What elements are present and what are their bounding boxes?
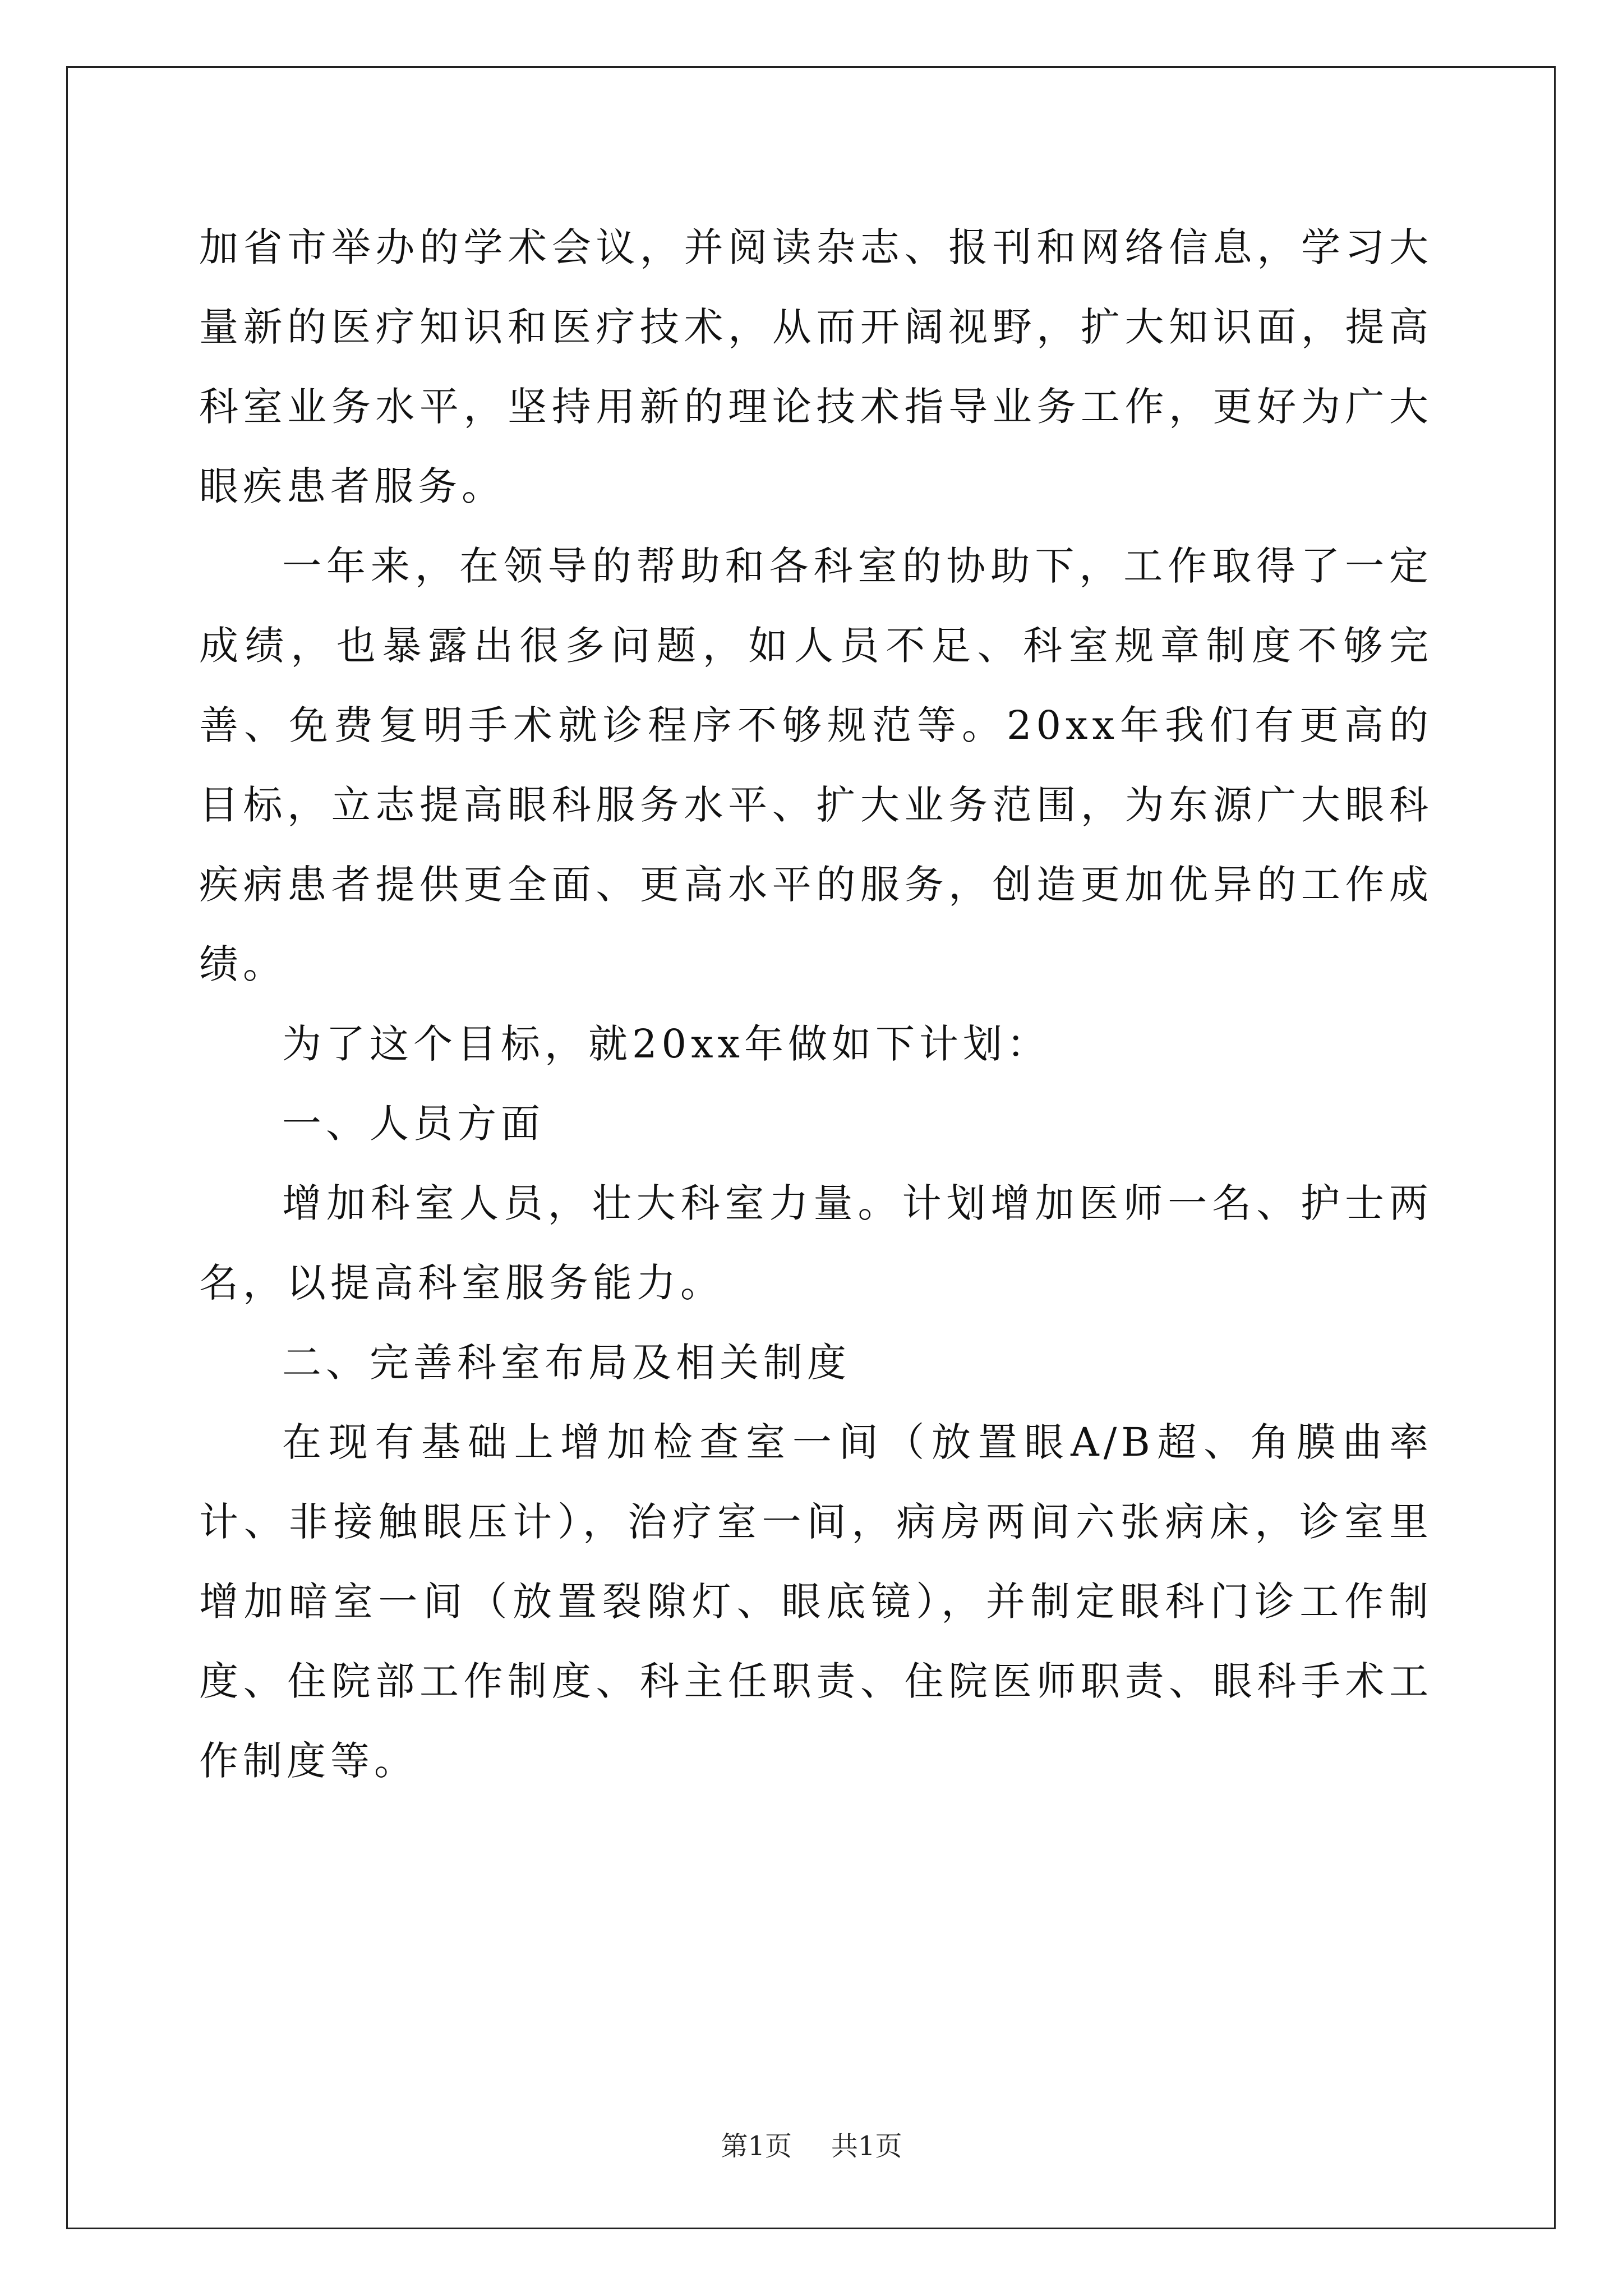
document-body [199, 208, 1433, 1801]
paragraph-4: 增加科室人员，壮大科室力量。计划增加医师一名、护士两名，以提高科室服务能力。 [199, 1180, 1433, 1306]
page-total: 共1页 [831, 2131, 902, 2162]
section-heading-layout: 二、完善科室布局及相关制度 [282, 1340, 851, 1386]
paragraph-1: 加省市举办的学术会议，并阅读杂志、报刊和网络信息，学习大量新的医疗知识和医疗技术，从而开阔视野，扩大知识面，提高科室业务水平，坚持用新的理论技术指导业务工作，更好为广大眼疾患者服务。 [199, 224, 1433, 509]
page-footer [0, 2129, 1623, 2163]
paragraph-5: 在现有基础上增加检查室一间（放置眼A/B超、角膜曲率计、非接触眼压计），治疗室一间，病房两间六张病床，诊室里增加暗室一间（放置裂隙灯、眼底镜），并制定眼科门诊工作制度、住院部工作制度、科主任职责、住院医师职责、眼科手术工作制度等。 [199, 1419, 1433, 1784]
paragraph-2: 一年来，在领导的帮助和各科室的协助下，工作取得了一定成绩，也暴露出很多问题，如人员不足、科室规章制度不够完善、免费复明手术就诊程序不够规范等。20xx年我们有更高的目标，立志提高眼科服务水平、扩大业务范围，为东源广大眼科疾病患者提供更全面、更高水平的服务，创造更加优异的工作成绩。 [199, 543, 1433, 987]
page-number: 第1页 [721, 2131, 792, 2162]
paragraph-3: 为了这个目标，就20xx年做如下计划： [282, 1021, 1051, 1067]
section-heading-personnel: 一、人员方面 [282, 1101, 545, 1147]
